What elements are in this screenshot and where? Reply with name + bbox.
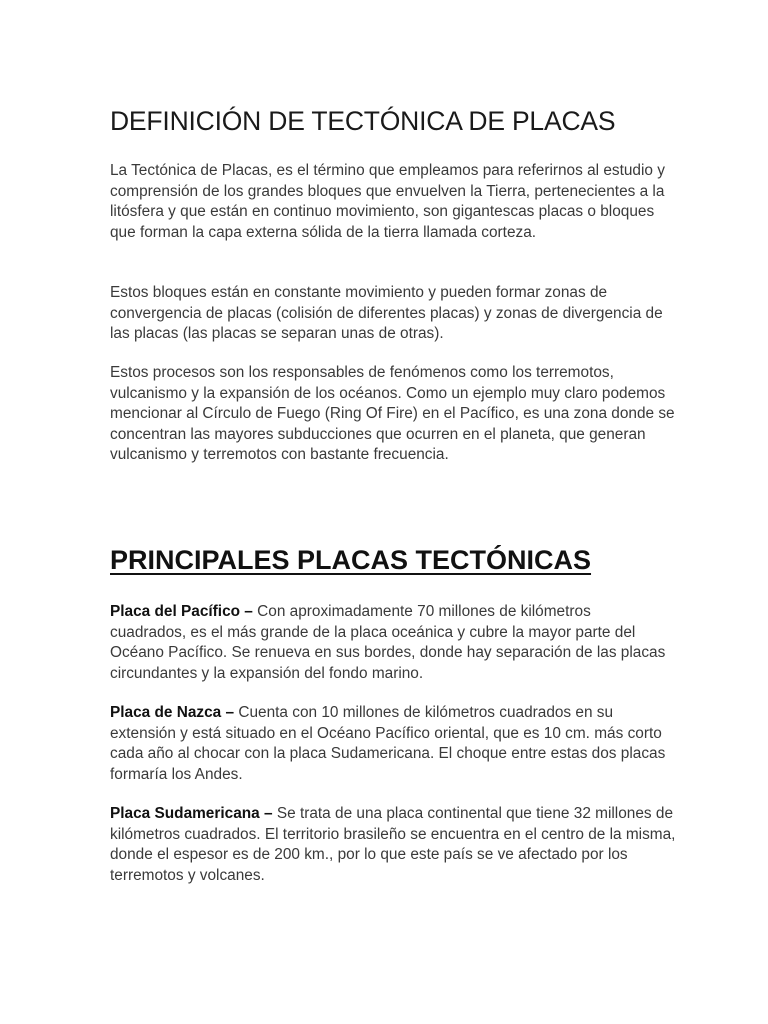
plate-entry-south-american [110, 804, 676, 886]
plate-name-nazca: Placa de Nazca – [110, 704, 235, 721]
plate-description-pacific: Con aproximadamente 70 millones de kilómetros cuadrados, es el más grande de la placa oceánica y cubre la mayor parte del Océano Pacífico. Se renueva en sus bordes, donde hay separación de las placas circundantes y la expansión del fondo marino. [110, 603, 666, 682]
convergence-paragraph: Estos bloques están en constante movimiento y pueden formar zonas de convergencia de placas (colisión de diferentes placas) y zonas de divergencia de las placas (las placas se separan unas de otras). [110, 284, 663, 342]
definition-paragraph: La Tectónica de Placas, es el término que empleamos para referirnos al estudio y comprensión de los grandes bloques que envuelven la Tierra, pertenecientes a la litósfera y que están en continuo movimiento, son gigantescas placas o bloques que forman la capa externa sólida de la tierra llamada corteza. [110, 162, 665, 241]
plate-entry-pacific [110, 602, 670, 684]
plates-heading: PRINCIPALES PLACAS TECTÓNICAS [110, 545, 592, 575]
processes-paragraph: Estos procesos son los responsables de fenómenos como los terremotos, vulcanismo y la expansión de los océanos. Como un ejemplo muy claro podemos mencionar al Círculo de Fuego (Ring Of Fire) en el Pacífico, es una zona donde se concentran las mayores subducciones que ocurren en el planeta, que generan vulcanismo y terremotos con bastante frecuencia. [110, 364, 675, 463]
definition-title: DEFINICIÓN DE TECTÓNICA DE PLACAS [110, 106, 616, 136]
plate-description-south-american: Se trata de una placa continental que tiene 32 millones de kilómetros cuadrados. El territorio brasileño se encuentra en el centro de la misma, donde el espesor es de 200 km., por lo que este país se ve afectado por los terremotos y volcanes. [110, 805, 676, 884]
plate-name-south-american: Placa Sudamericana – [110, 805, 273, 822]
plate-name-pacific: Placa del Pacífico – [110, 603, 253, 620]
plate-entry-nazca [110, 703, 670, 785]
plate-description-nazca: Cuenta con 10 millones de kilómetros cuadrados en su extensión y está situado en el Océano Pacífico oriental, que es 10 cm. más corto cada año al chocar con la placa Sudamericana. El choque entre estas dos placas formaría los Andes. [110, 704, 666, 783]
